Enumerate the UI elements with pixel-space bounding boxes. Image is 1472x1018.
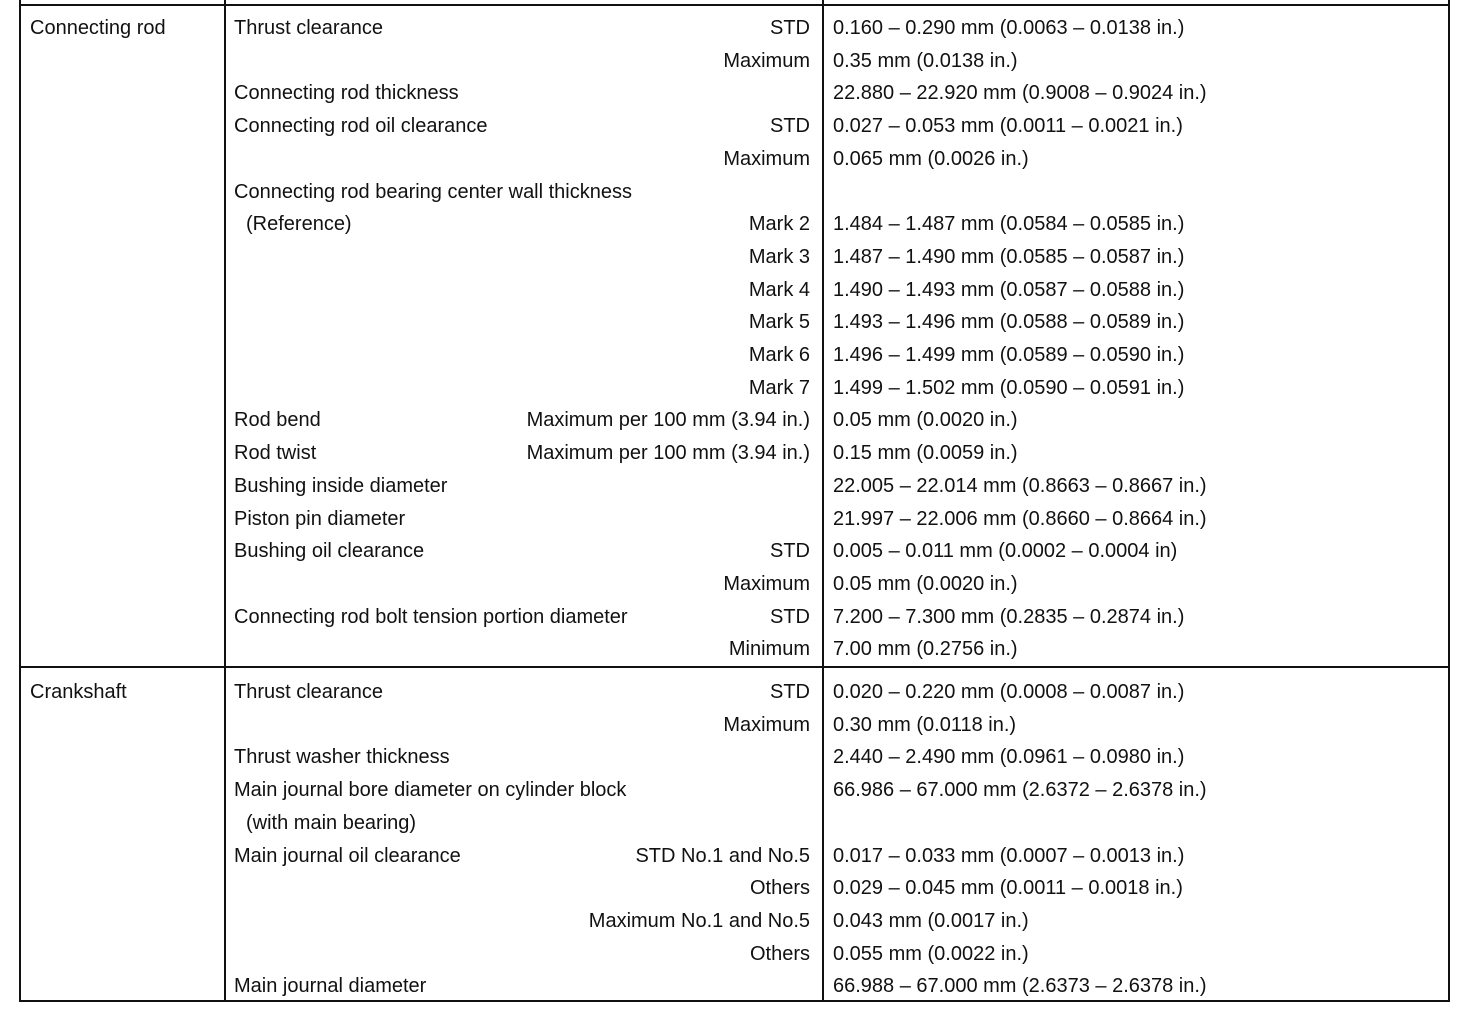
spec-row [0, 404, 1472, 436]
spec-qualifier: Minimum [728, 638, 810, 661]
spec-qualifier: STD No.1 and No.5 [635, 844, 810, 867]
spec-row [0, 633, 1472, 665]
spec-label: (Reference) [246, 213, 352, 236]
spec-label: Piston pin diameter [234, 507, 406, 530]
spec-label: Connecting rod bolt tension portion diameter [234, 605, 628, 628]
spec-qualifier: STD [770, 540, 810, 563]
spec-value: 21.997 – 22.006 mm (0.8660 – 0.8664 in.) [833, 507, 1207, 530]
spec-value: 22.005 – 22.014 mm (0.8663 – 0.8667 in.) [833, 474, 1207, 497]
spec-value: 1.496 – 1.499 mm (0.0589 – 0.0590 in.) [833, 344, 1185, 366]
spec-row [0, 905, 1472, 937]
spec-value: 0.35 mm (0.0138 in.) [833, 49, 1018, 72]
spec-label: Main journal diameter [234, 975, 427, 998]
spec-row [0, 470, 1472, 502]
spec-row [0, 535, 1472, 567]
spec-value: 1.499 – 1.502 mm (0.0590 – 0.0591 in.) [833, 376, 1185, 399]
spec-label: Connecting rod thickness [234, 82, 459, 105]
spec-row [0, 709, 1472, 741]
spec-value: 0.043 mm (0.0017 in.) [833, 909, 1029, 932]
spec-row [0, 143, 1472, 175]
spec-row [0, 306, 1472, 338]
table-border-top [19, 4, 1450, 6]
spec-row [0, 339, 1472, 371]
spec-qualifier: STD [770, 17, 810, 39]
spec-label: Thrust washer thickness [234, 746, 450, 769]
spec-value: 2.440 – 2.490 mm (0.0961 – 0.0980 in.) [833, 746, 1185, 769]
spec-label: Thrust clearance [234, 681, 383, 703]
spec-qualifier: STD [770, 605, 810, 628]
spec-row [0, 938, 1472, 970]
spec-label: Thrust clearance [234, 17, 383, 39]
spec-row [0, 807, 1472, 839]
spec-qualifier: Mark 5 [748, 311, 810, 334]
spec-row [0, 45, 1472, 77]
spec-row [0, 601, 1472, 633]
spec-label: Connecting rod oil clearance [234, 115, 488, 138]
spec-row [0, 872, 1472, 904]
spec-value: 66.988 – 67.000 mm (2.6373 – 2.6378 in.) [833, 975, 1207, 998]
spec-row [0, 208, 1472, 240]
spec-value: 0.005 – 0.011 mm (0.0002 – 0.0004 in) [833, 540, 1178, 563]
spec-row [0, 241, 1472, 273]
spec-value: 0.30 mm (0.0118 in.) [833, 713, 1017, 736]
spec-value: 7.200 – 7.300 mm (0.2835 – 0.2874 in.) [833, 605, 1185, 628]
spec-value: 0.05 mm (0.0020 in.) [833, 572, 1018, 595]
spec-value: 7.00 mm (0.2756 in.) [833, 638, 1018, 661]
spec-qualifier: Maximum [723, 713, 810, 736]
spec-qualifier: Maximum per 100 mm (3.94 in.) [526, 442, 810, 465]
group-divider [19, 666, 1450, 668]
spec-row [0, 774, 1472, 806]
spec-value: 22.880 – 22.920 mm (0.9008 – 0.9024 in.) [833, 82, 1207, 105]
spec-qualifier: Maximum per 100 mm (3.94 in.) [526, 409, 810, 432]
spec-row [0, 676, 1472, 708]
spec-row [0, 437, 1472, 469]
spec-value: 0.020 – 0.220 mm (0.0008 – 0.0087 in.) [833, 681, 1185, 703]
spec-value: 1.493 – 1.496 mm (0.0588 – 0.0589 in.) [833, 311, 1185, 334]
spec-label: Bushing oil clearance [234, 540, 425, 563]
spec-value: 0.05 mm (0.0020 in.) [833, 409, 1018, 432]
spec-label: Main journal bore diameter on cylinder block [234, 779, 627, 802]
spec-qualifier: Mark 4 [748, 278, 810, 301]
spec-qualifier: STD [770, 115, 810, 138]
spec-row [0, 568, 1472, 600]
spec-label: Rod bend [234, 409, 321, 432]
spec-qualifier: Maximum [723, 147, 810, 170]
spec-qualifier: Maximum [723, 49, 810, 72]
spec-value: 0.017 – 0.033 mm (0.0007 – 0.0013 in.) [833, 844, 1185, 867]
spec-row [0, 176, 1472, 208]
spec-label: Main journal oil clearance [234, 844, 461, 867]
spec-qualifier: Maximum No.1 and No.5 [588, 909, 810, 932]
spec-value: 1.490 – 1.493 mm (0.0587 – 0.0588 in.) [833, 278, 1185, 301]
spec-row [0, 741, 1472, 773]
spec-value: 0.160 – 0.290 mm (0.0063 – 0.0138 in.) [833, 17, 1185, 39]
group-title: Crankshaft [30, 681, 127, 703]
spec-label: Bushing inside diameter [234, 474, 448, 497]
spec-value: 0.065 mm (0.0026 in.) [833, 147, 1029, 170]
spec-row [0, 274, 1472, 306]
spec-qualifier: Others [749, 877, 810, 900]
spec-value: 0.027 – 0.053 mm (0.0011 – 0.0021 in.) [833, 115, 1183, 138]
spec-qualifier: Others [749, 942, 810, 965]
spec-qualifier: Mark 3 [748, 245, 810, 268]
spec-row [0, 77, 1472, 109]
spec-row [0, 110, 1472, 142]
spec-label: (with main bearing) [246, 811, 417, 834]
spec-qualifier: Mark 7 [748, 376, 810, 399]
spec-value: 1.484 – 1.487 mm (0.0584 – 0.0585 in.) [833, 213, 1185, 236]
spec-qualifier: STD [770, 681, 810, 703]
spec-qualifier: Mark 2 [748, 213, 810, 236]
spec-row [0, 970, 1472, 1002]
spec-value: 0.029 – 0.045 mm (0.0011 – 0.0018 in.) [833, 877, 1183, 900]
spec-value: 1.487 – 1.490 mm (0.0585 – 0.0587 in.) [833, 245, 1185, 268]
spec-value: 66.986 – 67.000 mm (2.6372 – 2.6378 in.) [833, 779, 1207, 802]
spec-qualifier: Mark 6 [748, 344, 810, 366]
spec-label: Connecting rod bearing center wall thickness [234, 180, 632, 203]
spec-row [0, 840, 1472, 872]
group-title: Connecting rod [30, 17, 166, 39]
spec-label: Rod twist [234, 442, 317, 465]
spec-row [0, 372, 1472, 404]
spec-qualifier: Maximum [723, 572, 810, 595]
spec-value: 0.15 mm (0.0059 in.) [833, 442, 1018, 465]
spec-row [0, 12, 1472, 44]
spec-row [0, 503, 1472, 535]
spec-value: 0.055 mm (0.0022 in.) [833, 942, 1029, 965]
